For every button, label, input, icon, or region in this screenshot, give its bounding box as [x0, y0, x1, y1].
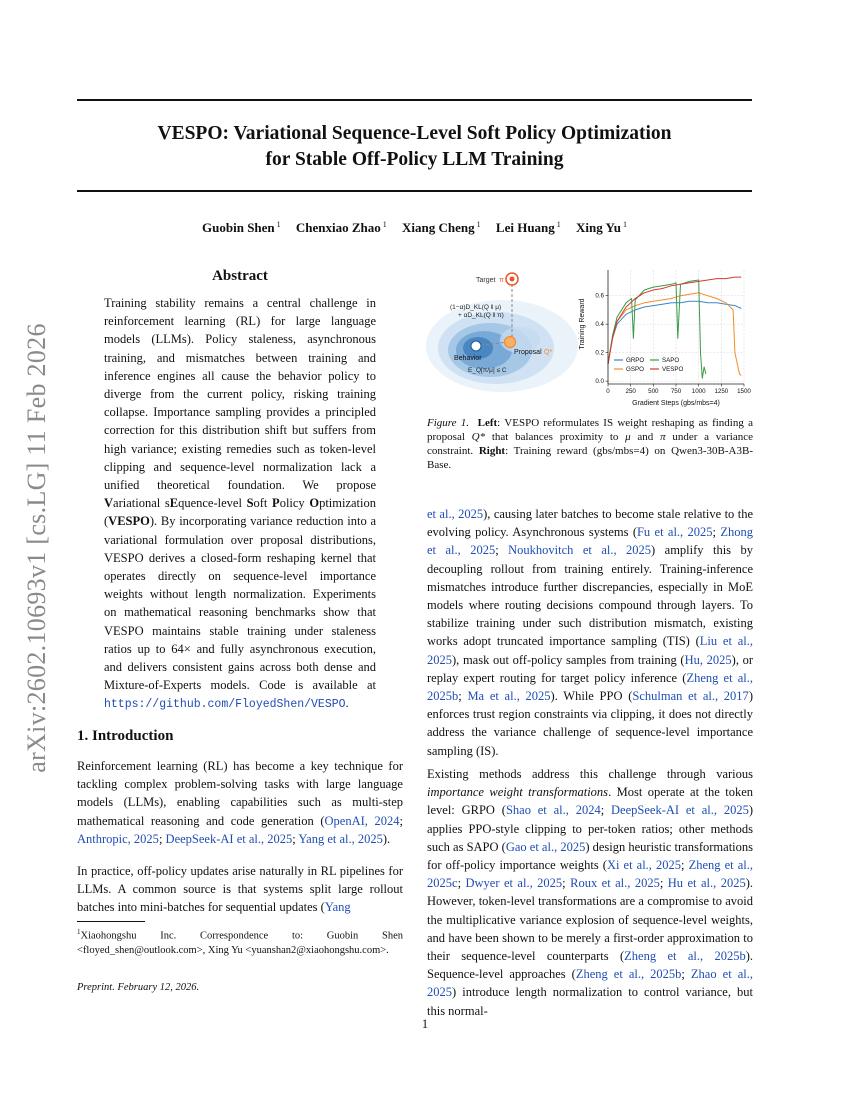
citation-link[interactable]: Roux et al., 2025	[570, 876, 660, 891]
right-paragraph-2: Existing methods address this challenge through various importance weight transformations. Most operate at the token level: GRPO (Shao et al., 2024; DeepSeek-AI et al., 2025) applies PPO-style clipping to per-token ratios; other methods such as SAPO (Gao et al., 2025) design heuristic transformations for off-policy importance weights (Xi et al., 2025; Zheng et al., 2025c; Dwyer et al., 2025; Roux et al., 2025; Hu et al., 2025). However, token-level transformations are a compromise to avoid the multiplicative variance explosion of sequence-level weights, and have been shown to be merely a first-order approximation to their sequence-level counterparts (Zheng et al., 2025b). Sequence-level approaches (Zheng et al., 2025b; Zhao et al., 2025) introduce length normalization to control variance, but this normal-	[427, 767, 753, 1018]
citation-link[interactable]: Xi et al., 2025	[606, 858, 682, 873]
footnote-rule	[77, 921, 145, 922]
citation-link[interactable]: OpenAI, 2024	[324, 813, 400, 828]
citation-link[interactable]: Yang et al., 2025	[298, 831, 383, 846]
variance-constraint: E_Q[π/μ] ≤ C	[468, 367, 507, 374]
title-rule-top	[77, 99, 752, 101]
proposal-symbol: Q*	[544, 349, 553, 356]
citation-link[interactable]: Zheng et al., 2025c	[427, 858, 753, 891]
legend-label: VESPO	[662, 366, 684, 374]
legend-label: SAPO	[662, 357, 680, 365]
citation-link[interactable]: Zheng et al., 2025b	[427, 670, 753, 704]
page-number: 1	[421, 1017, 429, 1031]
x-tick-label: 0	[606, 388, 610, 395]
citation-link[interactable]: Zheng et al., 2025b	[624, 949, 746, 964]
citation-link[interactable]: Hu, 2025	[684, 652, 732, 667]
author-list	[77, 220, 752, 236]
y-tick-label: 0.0	[595, 378, 604, 386]
citation-link[interactable]: Zhao et al., 2025	[427, 967, 753, 1000]
target-symbol: π	[499, 277, 504, 284]
x-tick-label: 250	[625, 388, 636, 395]
y-tick-label: 0.2	[595, 349, 604, 357]
abstract-body: Training stability remains a central challenge in reinforcement learning (RL) for large language models (LLMs). Policy staleness, asynchronous training, and mismatches between training and inference engines all cause the behavior policy to diverge from the current policy, risking training collapse. Importance sampling provides a principled correction for this distribution shift but suffers from high variance; existing remedies such as token-level clipping and sequence-level normalization lack a unified theoretical foundation. We propose Variational sEquence-level Soft Policy Optimization (VESPO). By incorporating variance reduction into a variational formulation over proposal distributions, VESPO derives a closed-form reshaping kernel that operates directly on sequence-level importance weights without length normalization. Experiments on mathematical reasoning benchmarks show that VESPO maintains stable training under staleness ratios up to 64× and fully asynchronous execution, and delivers consistent gains across both dense and Mixture-of-Experts models. Code is available at https://github.com/FloyedShen/VESPO.	[104, 296, 376, 712]
author: Lei Huang $^1$	[495, 220, 561, 236]
right-paragraph-1: et al., 2025), causing later batches to become stale relative to the evolving policy. Asynchronous systems (Fu et al., 2025; Zhong et al., 2025; Noukhovitch et al., 2025) amplify this by decoupling rollout from training entirely. Training-inference mismatches introduce further discrepancies, especially in MoE models where routing decisions compound through layers. To stabilize training under such distribution mismatch, existing works adopt truncated importance sampling (TIS) (Liu et al., 2025), mask out off-policy samples from training (Hu, 2025), or replay expert routing for target policy inference (Zheng et al., 2025b; Ma et al., 2025). While PPO (Schulman et al., 2017) enforces trust region constraints via clipping, it does not directly address the variance challenge of sequence-level importance sampling (IS).	[427, 507, 754, 758]
legend-label: GRPO	[626, 357, 645, 365]
objective-line-2: + αD_KL(Q ‖ π)	[458, 312, 504, 319]
intro-paragraph-2: In practice, off-policy updates arise naturally in RL pipelines for LLMs. A common source is that systems split large rollout batches into mini-batches for sequential updates (Yang	[77, 864, 403, 915]
x-tick-label: 500	[648, 388, 659, 395]
intro-paragraph-1: Reinforcement learning (RL) has become a key technique for tackling complex problem-solving tasks with large language models (LLMs), enabling capabilities such as multi-step mathematical reasoning and code generation (OpenAI, 2024; Anthropic, 2025; DeepSeek-AI et al., 2025; Yang et al., 2025).	[77, 759, 404, 846]
author: Xing Yu $^1$	[576, 220, 627, 236]
training-reward-chart	[572, 262, 754, 412]
citation-link[interactable]: Zheng et al., 2025b	[575, 967, 682, 982]
chart-axes	[595, 270, 751, 395]
author: Chenxiao Zhao $^1$	[295, 220, 387, 236]
title-line-2: for Stable Off-Policy LLM Training	[265, 149, 564, 170]
citation-link[interactable]: Fu et al., 2025	[636, 525, 713, 540]
behavior-marker	[471, 341, 481, 351]
citation-link[interactable]: Dwyer et al., 2025	[465, 876, 563, 891]
citation-link[interactable]: DeepSeek-AI et al., 2025	[611, 803, 749, 818]
citation-link[interactable]: Zhong et al., 2025	[427, 525, 753, 558]
section-heading-introduction: 1. Introduction	[77, 728, 174, 744]
objective-line-1: (1−α)D_KL(Q ‖ μ)	[450, 304, 502, 311]
x-tick-label: 750	[670, 388, 682, 395]
x-tick-label: 1000	[691, 388, 706, 395]
citation-link[interactable]: Hu et al., 2025	[667, 876, 746, 891]
proposal-label: Proposal	[514, 349, 542, 356]
arxiv-identifier[interactable]: arXiv:2602.10693v1 [cs.LG] 11 Feb 2026	[22, 323, 51, 773]
citation-link[interactable]: Noukhovitch et al., 2025	[508, 543, 652, 558]
citation-link[interactable]: et al., 2025	[427, 507, 484, 521]
preprint-notice: Preprint. February 12, 2026.	[77, 982, 200, 993]
footnote: $^1$Xiaohongshu Inc. Correspondence to: Guobin Shen <floyed_shen@outlook.com>, Xing Yu <yuanshan2@xiaohongshu.com>.	[77, 928, 403, 956]
x-tick-label: 1250	[714, 388, 729, 395]
y-axis-label: Training Reward	[579, 298, 586, 350]
citation-link[interactable]: Gao et al., 2025	[505, 839, 586, 854]
citation-link[interactable]: Schulman et al., 2017	[632, 689, 749, 704]
x-tick-label: 1500	[737, 388, 751, 395]
author: Xiang Cheng $^1$	[402, 220, 481, 236]
citation-link[interactable]: Liu et al., 2025	[427, 634, 754, 667]
abstract-heading: Abstract	[212, 268, 268, 284]
y-tick-label: 0.4	[595, 321, 604, 329]
figure-caption: Figure 1. Left: VESPO reformulates IS weight reshaping as finding a proposal Q* that balances proximity to μ and π under a variance constraint. Right: Training reward (gbs/mbs=4) on Qwen3-30B-A3B-Base.	[427, 417, 754, 471]
proposal-marker	[505, 337, 516, 348]
chart-legend	[614, 357, 684, 373]
series-line-sapo	[608, 280, 706, 378]
paper-title	[77, 121, 752, 173]
citation-link[interactable]: Anthropic, 2025	[77, 831, 159, 846]
y-tick-label: 0.6	[595, 292, 604, 300]
citation-link[interactable]: Shao et al., 2024	[505, 803, 601, 818]
title-rule-bottom	[77, 190, 752, 192]
title-line-1: VESPO: Variational Sequence-Level Soft Policy Optimization	[157, 123, 672, 144]
author: Guobin Shen $^1$	[202, 220, 281, 236]
behavior-label: Behavior	[454, 355, 482, 362]
citation-link[interactable]: Yang	[324, 900, 351, 915]
target-marker-core	[510, 277, 515, 282]
citation-link[interactable]: DeepSeek-AI et al., 2025	[165, 831, 293, 846]
code-link[interactable]: https://github.com/FloyedShen/VESPO	[104, 698, 346, 712]
variational-diagram	[424, 264, 584, 394]
legend-label: GSPO	[626, 366, 644, 374]
target-label: Target	[476, 277, 496, 284]
citation-link[interactable]: Ma et al., 2025	[467, 689, 551, 704]
x-axis-label: Gradient Steps (gbs/mbs=4)	[632, 400, 720, 407]
